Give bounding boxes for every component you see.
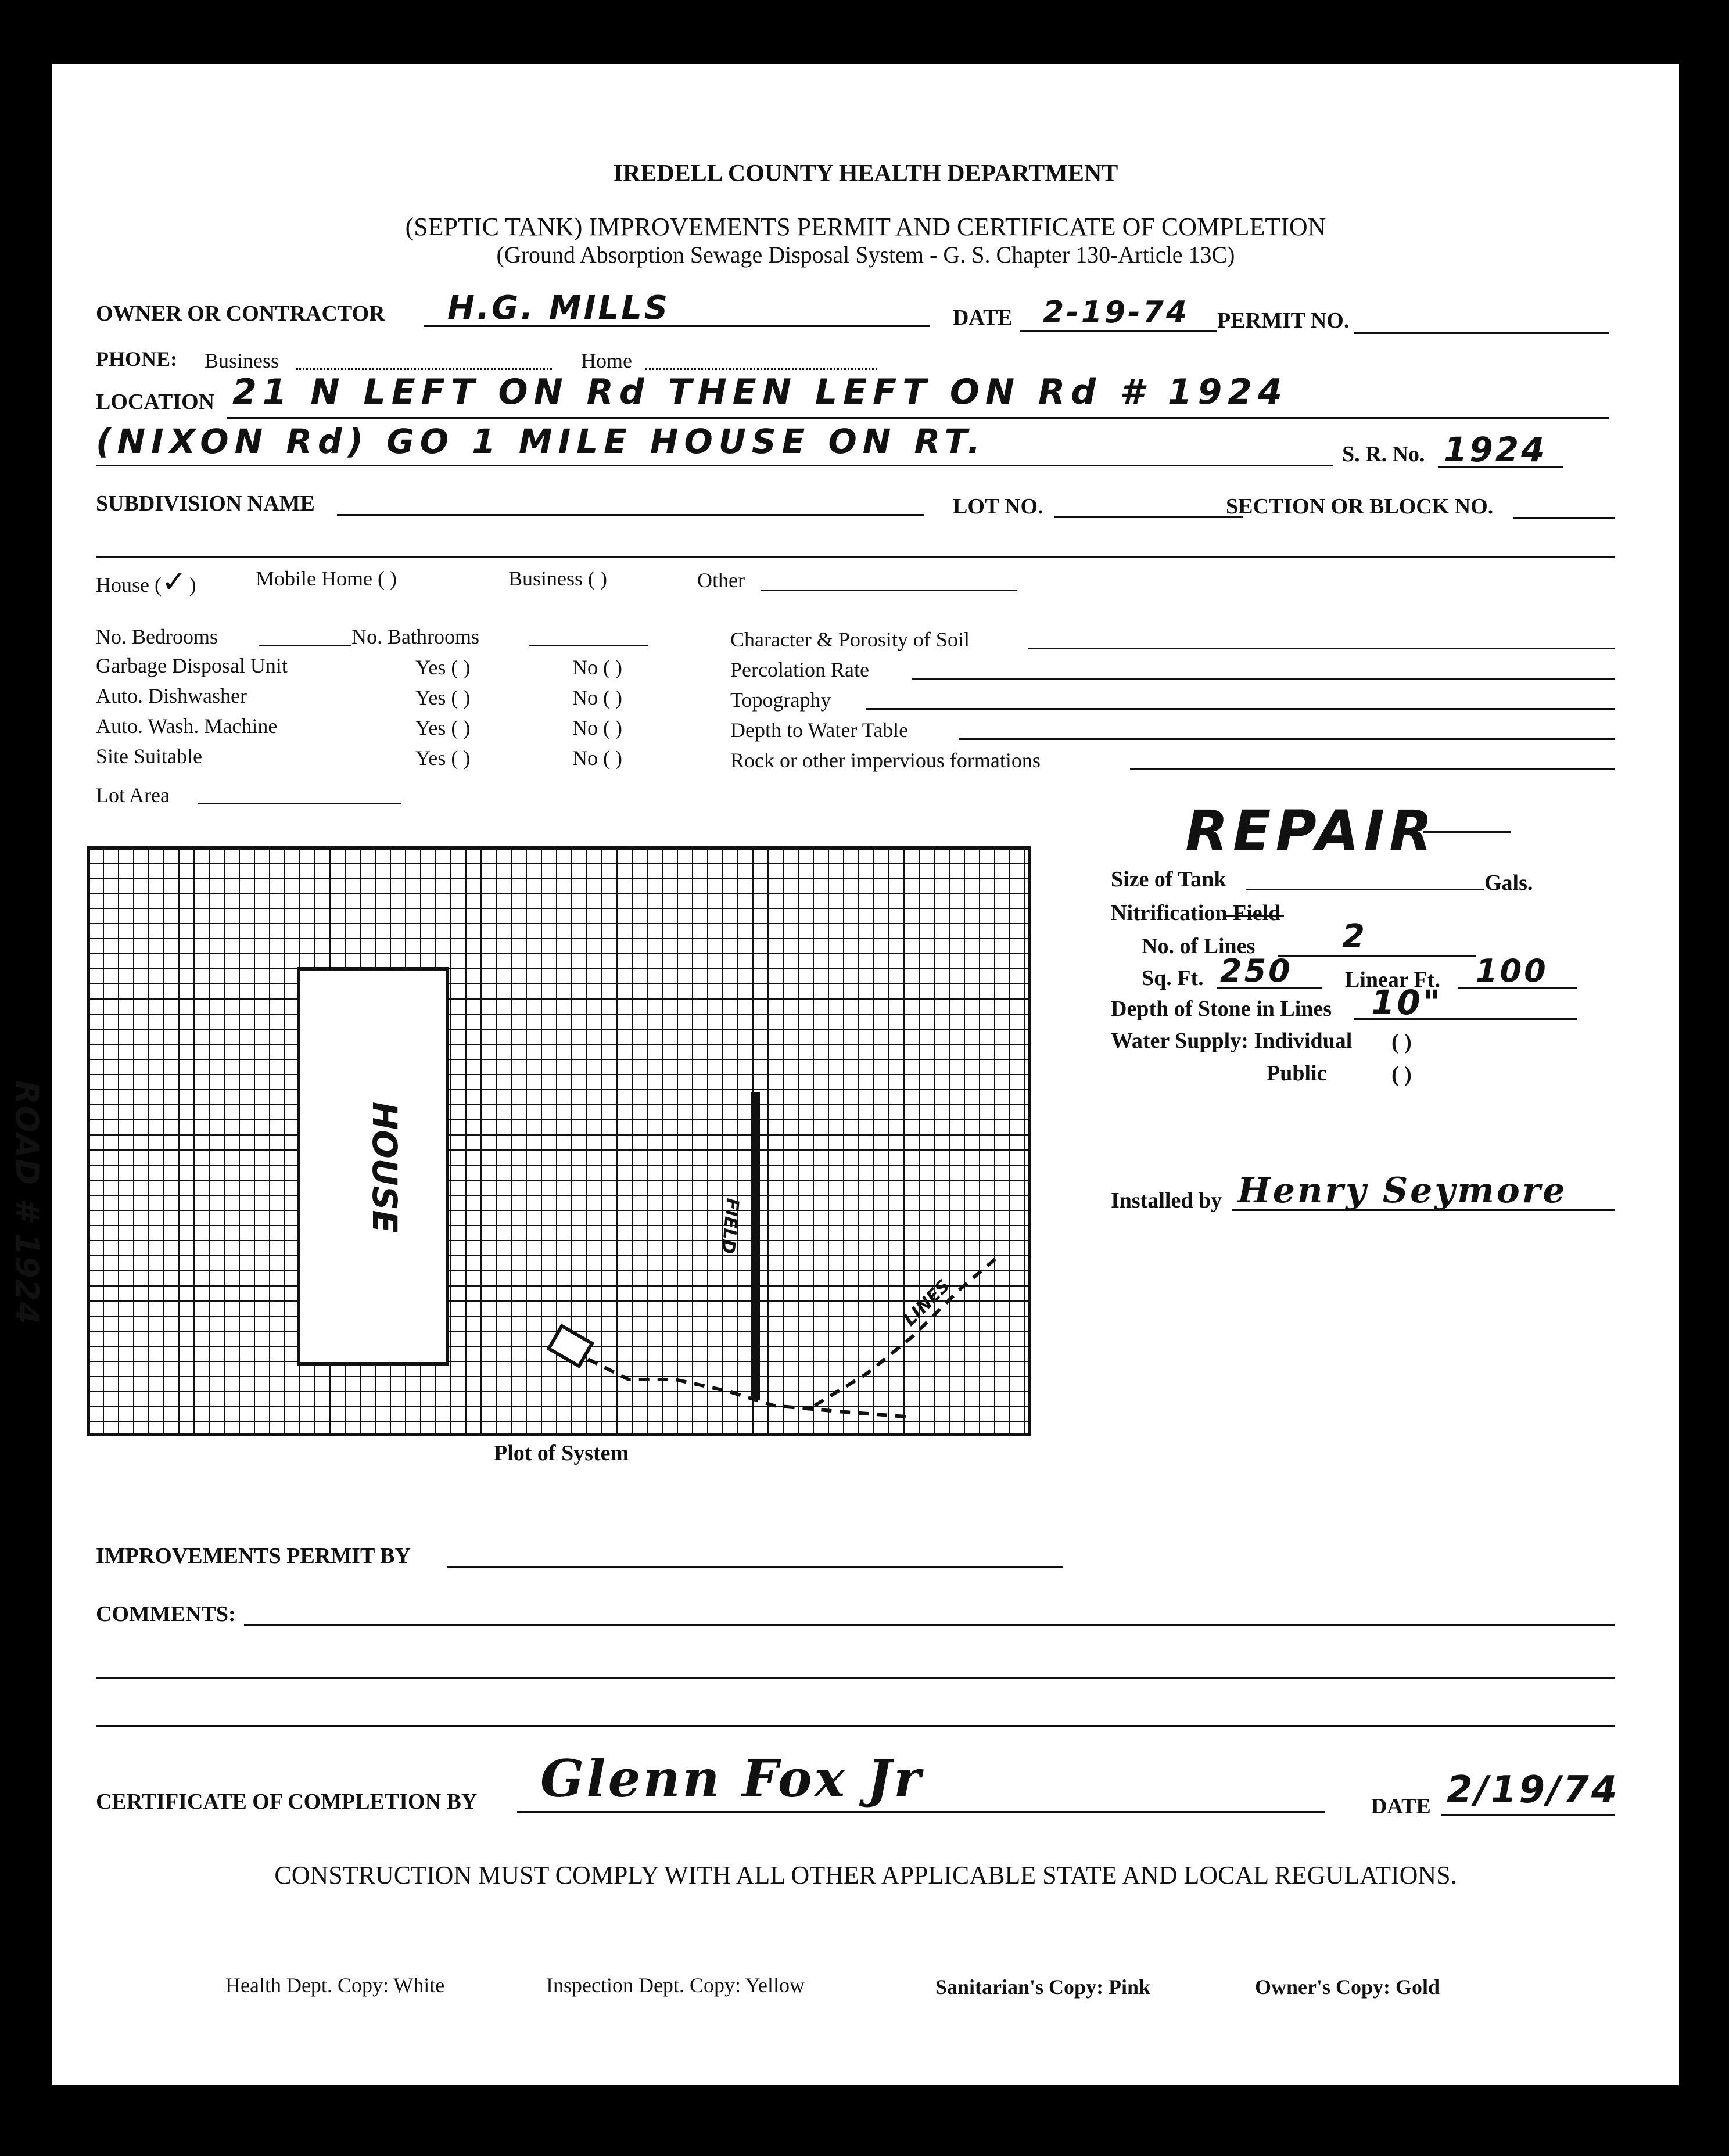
fixture-label: Site Suitable <box>96 745 202 768</box>
bathrooms-label: No. Bathrooms <box>351 625 479 648</box>
bedrooms-label: No. Bedrooms <box>96 625 218 648</box>
form-title: (SEPTIC TANK) IMPROVEMENTS PERMIT AND CERTIFICATE OF COMPLETION <box>405 213 1326 241</box>
subdivision-label: SUBDIVISION NAME <box>96 491 315 516</box>
house-checkmark: ✓ <box>161 565 189 599</box>
location-line-1: 21 N LEFT ON Rd THEN LEFT ON Rd # 1924 <box>232 372 1288 412</box>
compliance-notice: CONSTRUCTION MUST COMPLY WITH ALL OTHER APPLICABLE STATE AND LOCAL REGULATIONS. <box>274 1861 1457 1889</box>
water-public-check: ( ) <box>1391 1062 1412 1087</box>
copy-distribution: Owner's Copy: Gold <box>1255 1975 1440 1999</box>
linear-ft-label: Linear Ft. <box>1345 968 1440 992</box>
lines-label: No. of Lines <box>1142 934 1256 958</box>
repair-note: REPAIR <box>1185 799 1437 864</box>
tank-size-label: Size of Tank <box>1111 867 1226 892</box>
comments-label: COMMENTS: <box>96 1602 236 1626</box>
fixture-no: No ( ) <box>572 686 622 709</box>
form-subtitle: (Ground Absorption Sewage Disposal System - G. S. Chapter 130-Article 13C) <box>496 242 1235 268</box>
certificate-label: CERTIFICATE OF COMPLETION BY <box>96 1790 478 1814</box>
phone-business-label: Business <box>205 349 279 372</box>
stone-depth-value: 10" <box>1371 983 1443 1022</box>
sr-no-value: 1924 <box>1444 430 1547 469</box>
other-option-label: Other <box>697 569 745 592</box>
soil-item: Character & Porosity of Soil <box>730 628 970 651</box>
location-line-2: (NIXON Rd) GO 1 MILE HOUSE ON RT. <box>96 422 987 461</box>
road-label: ROAD # 1924 <box>9 1080 45 1325</box>
septic-tank-shape <box>549 1326 592 1366</box>
lot-area-label: Lot Area <box>96 784 170 807</box>
business-option: Business ( ) <box>508 567 607 590</box>
gals-label: Gals. <box>1484 871 1533 895</box>
house-label: HOUSE <box>365 1101 404 1234</box>
date-value: 2-19-74 <box>1043 295 1190 330</box>
location-label: LOCATION <box>96 390 215 414</box>
copy-distribution: Health Dept. Copy: White <box>225 1974 445 1997</box>
lines-value: 2 <box>1342 918 1367 955</box>
fixture-yes: Yes ( ) <box>415 716 471 739</box>
copy-distribution: Inspection Dept. Copy: Yellow <box>546 1974 805 1997</box>
water-supply-label: Water Supply: Individual <box>1111 1029 1353 1053</box>
department-title: IREDELL COUNTY HEALTH DEPARTMENT <box>613 160 1118 187</box>
owner-label: OWNER OR CONTRACTOR <box>96 301 385 326</box>
improvements-permit-label: IMPROVEMENTS PERMIT BY <box>96 1544 411 1568</box>
certificate-date-label: DATE <box>1371 1794 1431 1819</box>
linear-ft-value: 100 <box>1476 953 1548 989</box>
nitrification-label: Nitrification Field <box>1111 901 1281 925</box>
fixture-yes: Yes ( ) <box>415 656 471 679</box>
permit-no-label: PERMIT NO. <box>1217 308 1350 333</box>
road-drawn <box>751 1092 760 1400</box>
fixture-no: No ( ) <box>572 746 622 770</box>
soil-item: Topography <box>730 688 831 712</box>
water-public-label: Public <box>1267 1061 1327 1086</box>
mobile-home-option: Mobile Home ( ) <box>256 567 397 590</box>
field-line-2 <box>815 1255 1000 1406</box>
fixture-no: No ( ) <box>572 656 622 679</box>
date-label: DATE <box>953 306 1013 330</box>
soil-item: Percolation Rate <box>730 658 869 681</box>
permit-form <box>9 64 1679 2085</box>
fixture-yes: Yes ( ) <box>415 746 471 770</box>
fixture-label: Auto. Dishwasher <box>96 684 247 707</box>
plot-grid <box>88 848 1029 1435</box>
installed-by-label: Installed by <box>1111 1188 1222 1213</box>
sr-no-label: S. R. No. <box>1342 442 1425 466</box>
certifier-signature: Glenn Fox Jr <box>540 1748 923 1809</box>
soil-item: Depth to Water Table <box>730 718 909 742</box>
owner-value: H.G. MILLS <box>447 289 670 327</box>
section-block-label: SECTION OR BLOCK NO. <box>1226 494 1494 519</box>
phone-home-label: Home <box>581 349 632 372</box>
sqft-label: Sq. Ft. <box>1142 966 1204 990</box>
fixture-no: No ( ) <box>572 716 622 739</box>
certificate-date-value: 2/19/74 <box>1447 1769 1620 1812</box>
soil-item: Rock or other impervious formations <box>730 749 1041 772</box>
fixture-label: Auto. Wash. Machine <box>96 714 278 738</box>
installer-signature: Henry Seymore <box>1237 1170 1567 1211</box>
copy-distribution: Sanitarian's Copy: Pink <box>935 1975 1151 1999</box>
house-label: House (✓) <box>96 565 196 599</box>
water-individual-check: ( ) <box>1391 1030 1412 1054</box>
fixture-yes: Yes ( ) <box>415 686 471 709</box>
plot-annotation: LINES <box>899 1275 955 1331</box>
plot-annotation: FIELD <box>717 1197 743 1255</box>
sqft-value: 250 <box>1220 953 1293 989</box>
lot-no-label: LOT NO. <box>953 494 1043 519</box>
stone-depth-label: Depth of Stone in Lines <box>1111 997 1332 1021</box>
phone-label: PHONE: <box>96 347 177 371</box>
plot-caption: Plot of System <box>494 1441 629 1465</box>
fixture-label: Garbage Disposal Unit <box>96 654 288 677</box>
